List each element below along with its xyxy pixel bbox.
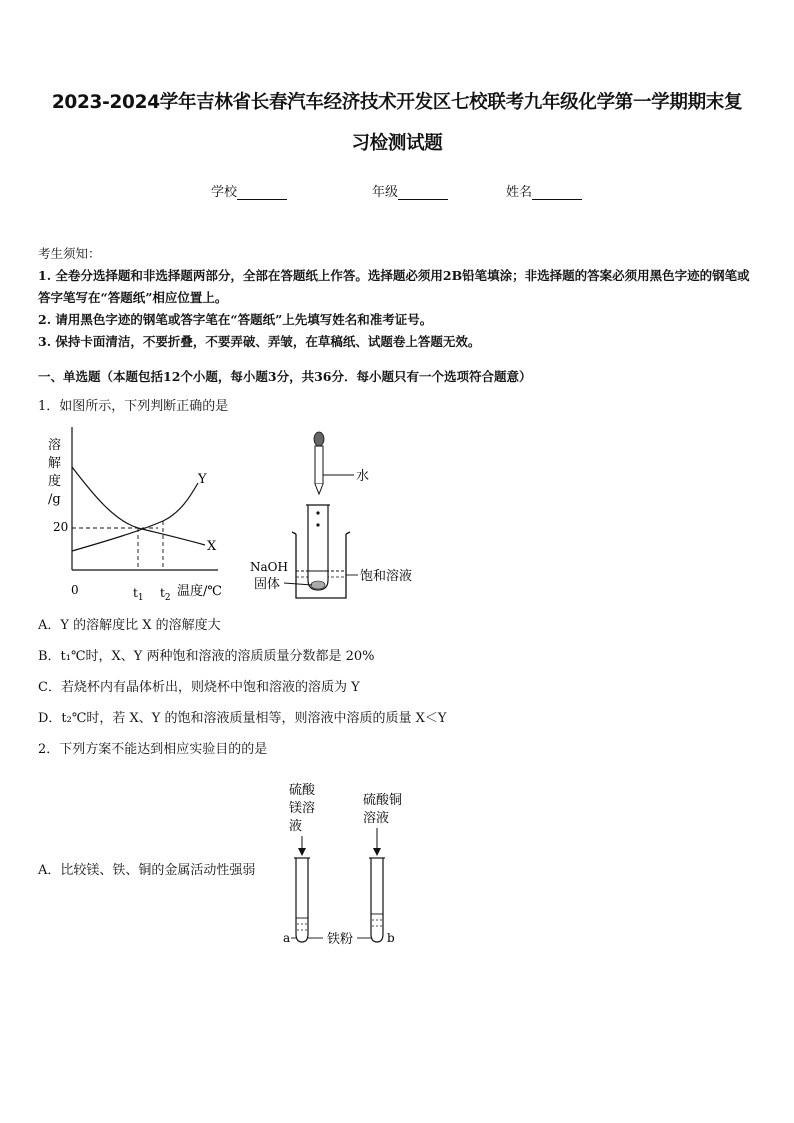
curve-x-label: X bbox=[207, 539, 217, 554]
notes-item-3: 3. 保持卡面清洁，不要折叠，不要弄破、弄皱，在草稿纸、试题卷上答题无效。 bbox=[38, 334, 481, 349]
tube-b bbox=[371, 858, 383, 942]
exam-notes bbox=[38, 243, 758, 353]
name-blank bbox=[532, 185, 582, 200]
right-reagent-2: 溶液 bbox=[363, 811, 390, 826]
naoh-label-2: 固体 bbox=[254, 577, 281, 592]
q1-option-b: B．t₁℃时，X、Y 两种饱和溶液的溶质质量分数都是 20% bbox=[38, 649, 375, 664]
beaker-apparatus bbox=[246, 430, 436, 605]
test-tubes-figure bbox=[275, 778, 425, 953]
school-field bbox=[211, 181, 287, 200]
page-title-line1: 2023-2024学年吉林省长春汽车经济技术开发区七校联考九年级化学第一学期期末复 bbox=[51, 92, 743, 113]
tube-a-label: a bbox=[283, 931, 291, 945]
notes-item-2: 2. 请用黑色字迹的钢笔或答字笔在“答题纸”上先填写姓名和准考证号。 bbox=[38, 312, 433, 327]
x-axis-label: 温度/℃ bbox=[177, 584, 222, 599]
dropper-tube bbox=[315, 446, 323, 484]
drop-1 bbox=[316, 511, 319, 514]
left-reagent-3: 液 bbox=[289, 819, 303, 834]
naoh-label-1: NaOH bbox=[250, 560, 288, 574]
grade-blank bbox=[398, 185, 448, 200]
question-2-stem: 2．下列方案不能达到相应实验目的的是 bbox=[38, 742, 268, 757]
q1-option-a: A．Y 的溶解度比 X 的溶解度大 bbox=[38, 618, 221, 633]
iron-label: 铁粉 bbox=[327, 932, 354, 947]
name-label: 姓名 bbox=[506, 185, 533, 200]
test-tube bbox=[308, 505, 328, 590]
dropper-bulb bbox=[314, 432, 324, 446]
y-label-2: 解 bbox=[48, 456, 62, 471]
left-reagent-1: 硫酸 bbox=[289, 783, 316, 798]
drop-2 bbox=[316, 523, 319, 526]
school-label: 学校 bbox=[211, 185, 238, 200]
t2-label: $t_2$ bbox=[160, 586, 171, 603]
right-arrowhead bbox=[373, 848, 381, 856]
origin-label: 0 bbox=[71, 583, 79, 597]
right-reagent-1: 硫酸铜 bbox=[363, 793, 403, 808]
question-1-stem: 1．如图所示，下列判断正确的是 bbox=[38, 399, 229, 414]
tube-a bbox=[296, 858, 308, 942]
dropper-tip bbox=[315, 484, 323, 494]
q1-option-d: D．t₂℃时，若 X、Y 的饱和溶液质量相等，则溶液中溶质的质量 X＜Y bbox=[38, 711, 447, 726]
section-heading: 一、单选题（本题包括12个小题，每小题3分，共36分．每小题只有一个选项符合题意） bbox=[38, 369, 532, 384]
grade-label: 年级 bbox=[372, 185, 399, 200]
q1-option-c: C．若烧杯内有晶体析出，则烧杯中饱和溶液的溶质为 Y bbox=[38, 680, 360, 695]
name-field bbox=[506, 181, 582, 200]
grade-field bbox=[372, 181, 448, 200]
solution-label: 饱和溶液 bbox=[360, 569, 413, 584]
curve-y-label: Y bbox=[198, 472, 207, 487]
q2-option-a: A．比较镁、铁、铜的金属活动性强弱 bbox=[38, 863, 256, 878]
page-title-line2: 习检测试题 bbox=[351, 133, 443, 154]
curve-y bbox=[72, 483, 198, 551]
y-label-4: /g bbox=[48, 492, 61, 507]
y-tick-20: 20 bbox=[53, 520, 69, 534]
left-reagent-2: 镁溶 bbox=[289, 801, 316, 816]
water-label: 水 bbox=[356, 469, 370, 484]
left-arrowhead bbox=[298, 848, 306, 856]
school-blank bbox=[237, 185, 287, 200]
naoh-solid bbox=[311, 581, 325, 589]
y-label-3: 度 bbox=[48, 474, 62, 489]
solubility-graph bbox=[40, 425, 240, 605]
notes-heading: 考生须知： bbox=[38, 246, 101, 261]
t1-label: $t_1$ bbox=[133, 586, 144, 603]
tube-b-label: b bbox=[387, 931, 395, 945]
y-label-1: 溶 bbox=[48, 438, 62, 453]
notes-item-1: 1. 全卷分选择题和非选择题两部分，全部在答题纸上作答。选择题必须用2B铅笔填涂；非选择题的答案必须用黑色字迹的钢笔或答字笔写在“答题纸”相应位置上。 bbox=[38, 268, 750, 305]
curve-x bbox=[72, 467, 205, 545]
